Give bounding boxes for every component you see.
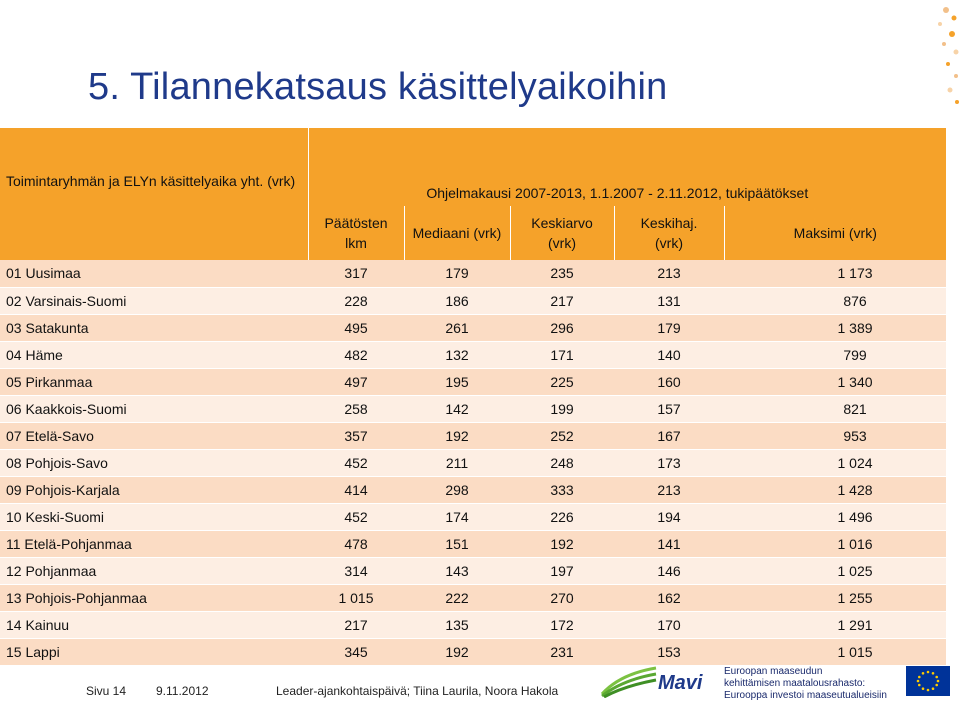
table-row: [0, 422, 946, 449]
max-cell: 821: [724, 395, 946, 422]
table-row: [0, 611, 946, 638]
median-cell: 179: [404, 260, 510, 287]
col-header-median: Mediaani (vrk): [404, 206, 510, 260]
table-row: [0, 530, 946, 557]
median-cell: 132: [404, 341, 510, 368]
mean-cell: 217: [510, 287, 614, 314]
region-cell: 02 Varsinais-Suomi: [0, 287, 308, 314]
median-cell: 211: [404, 449, 510, 476]
count-cell: 357: [308, 422, 404, 449]
count-cell: 258: [308, 395, 404, 422]
table-row: [0, 584, 946, 611]
max-cell: 1 496: [724, 503, 946, 530]
footer-event: Leader-ajankohtaispäivä; Tiina Laurila, Noora Hakola: [276, 684, 559, 698]
table-row: [0, 557, 946, 584]
processing-times-table: [0, 128, 946, 666]
count-cell: 478: [308, 530, 404, 557]
table-row: [0, 314, 946, 341]
median-cell: 143: [404, 557, 510, 584]
region-cell: 14 Kainuu: [0, 611, 308, 638]
std-cell: 162: [614, 584, 724, 611]
count-cell: 495: [308, 314, 404, 341]
table-row: [0, 341, 946, 368]
median-cell: 195: [404, 368, 510, 395]
std-cell: 153: [614, 638, 724, 665]
max-cell: 1 173: [724, 260, 946, 287]
mean-cell: 192: [510, 530, 614, 557]
std-cell: 141: [614, 530, 724, 557]
std-cell: 160: [614, 368, 724, 395]
std-cell: 131: [614, 287, 724, 314]
median-cell: 151: [404, 530, 510, 557]
mean-cell: 270: [510, 584, 614, 611]
max-cell: 799: [724, 341, 946, 368]
median-cell: 298: [404, 476, 510, 503]
region-cell: 04 Häme: [0, 341, 308, 368]
mean-cell: 248: [510, 449, 614, 476]
col-header-count: Päätösten lkm: [308, 206, 404, 260]
region-cell: 15 Lappi: [0, 638, 308, 665]
slide-title: 5. Tilannekatsaus käsittelyaikoihin: [88, 66, 668, 108]
count-cell: 317: [308, 260, 404, 287]
mavi-logo: [600, 664, 703, 700]
median-cell: 186: [404, 287, 510, 314]
mavi-wordmark: Mavi: [658, 672, 703, 694]
count-cell: 452: [308, 503, 404, 530]
max-cell: 1 016: [724, 530, 946, 557]
count-cell: 314: [308, 557, 404, 584]
region-cell: 12 Pohjanmaa: [0, 557, 308, 584]
median-cell: 222: [404, 584, 510, 611]
decorative-dots: [900, 0, 960, 120]
region-cell: 09 Pohjois-Karjala: [0, 476, 308, 503]
mean-cell: 235: [510, 260, 614, 287]
header-left-label: Toimintaryhmän ja ELYn käsittelyaika yht. (vrk): [6, 172, 296, 189]
max-cell: 1 428: [724, 476, 946, 503]
median-cell: 174: [404, 503, 510, 530]
table-row: [0, 449, 946, 476]
table-row: [0, 395, 946, 422]
col-header-std: Keskihaj. (vrk): [614, 206, 724, 260]
std-cell: 179: [614, 314, 724, 341]
table-row: [0, 638, 946, 665]
table-row: [0, 287, 946, 314]
count-cell: 1 015: [308, 584, 404, 611]
count-cell: 452: [308, 449, 404, 476]
std-cell: 167: [614, 422, 724, 449]
region-cell: 11 Etelä-Pohjanmaa: [0, 530, 308, 557]
std-cell: 146: [614, 557, 724, 584]
region-cell: 08 Pohjois-Savo: [0, 449, 308, 476]
mean-cell: 296: [510, 314, 614, 341]
region-cell: 07 Etelä-Savo: [0, 422, 308, 449]
table-header-row-1: [0, 128, 946, 206]
page-number: Sivu 14: [86, 684, 127, 698]
mean-cell: 225: [510, 368, 614, 395]
std-cell: 173: [614, 449, 724, 476]
eu-flag-icon: [906, 666, 950, 696]
eu-funding-text: Euroopan maaseudun kehittämisen maatalousrahasto: Eurooppa investoi maaseutualueisiin: [724, 666, 887, 701]
region-cell: 03 Satakunta: [0, 314, 308, 341]
max-cell: 953: [724, 422, 946, 449]
mean-cell: 333: [510, 476, 614, 503]
max-cell: 1 015: [724, 638, 946, 665]
region-cell: 05 Pirkanmaa: [0, 368, 308, 395]
std-cell: 140: [614, 341, 724, 368]
mavi-swoosh-icon: [600, 664, 658, 698]
eu-funding-block: [724, 664, 960, 702]
mean-cell: 226: [510, 503, 614, 530]
header-period-label: Ohjelmakausi 2007-2013, 1.1.2007 - 2.11.2012, tukipäätökset: [426, 184, 809, 201]
table-row: [0, 476, 946, 503]
region-cell: 06 Kaakkois-Suomi: [0, 395, 308, 422]
table-header-row-2: [0, 206, 946, 260]
count-cell: 228: [308, 287, 404, 314]
std-cell: 194: [614, 503, 724, 530]
region-cell: 10 Keski-Suomi: [0, 503, 308, 530]
mean-cell: 172: [510, 611, 614, 638]
table-row: [0, 368, 946, 395]
median-cell: 142: [404, 395, 510, 422]
max-cell: 1 255: [724, 584, 946, 611]
col-header-mean: Keskiarvo (vrk): [510, 206, 614, 260]
mean-cell: 231: [510, 638, 614, 665]
max-cell: 1 389: [724, 314, 946, 341]
std-cell: 157: [614, 395, 724, 422]
mean-cell: 199: [510, 395, 614, 422]
max-cell: 1 340: [724, 368, 946, 395]
count-cell: 414: [308, 476, 404, 503]
header-empty-cell: [0, 206, 308, 260]
std-cell: 170: [614, 611, 724, 638]
table-row: [0, 503, 946, 530]
header-period-cell: [308, 128, 946, 206]
std-cell: 213: [614, 476, 724, 503]
median-cell: 192: [404, 638, 510, 665]
count-cell: 482: [308, 341, 404, 368]
median-cell: 261: [404, 314, 510, 341]
max-cell: 1 291: [724, 611, 946, 638]
region-cell: 01 Uusimaa: [0, 260, 308, 287]
count-cell: 345: [308, 638, 404, 665]
mean-cell: 171: [510, 341, 614, 368]
median-cell: 135: [404, 611, 510, 638]
table-body: [0, 260, 946, 665]
table-row: [0, 260, 946, 287]
count-cell: 217: [308, 611, 404, 638]
mean-cell: 197: [510, 557, 614, 584]
col-header-max: Maksimi (vrk): [724, 206, 946, 260]
std-cell: 213: [614, 260, 724, 287]
max-cell: 1 025: [724, 557, 946, 584]
mean-cell: 252: [510, 422, 614, 449]
count-cell: 497: [308, 368, 404, 395]
footer-date: 9.11.2012: [156, 684, 209, 698]
max-cell: 876: [724, 287, 946, 314]
median-cell: 192: [404, 422, 510, 449]
region-cell: 13 Pohjois-Pohjanmaa: [0, 584, 308, 611]
max-cell: 1 024: [724, 449, 946, 476]
header-left-cell: [0, 128, 308, 206]
